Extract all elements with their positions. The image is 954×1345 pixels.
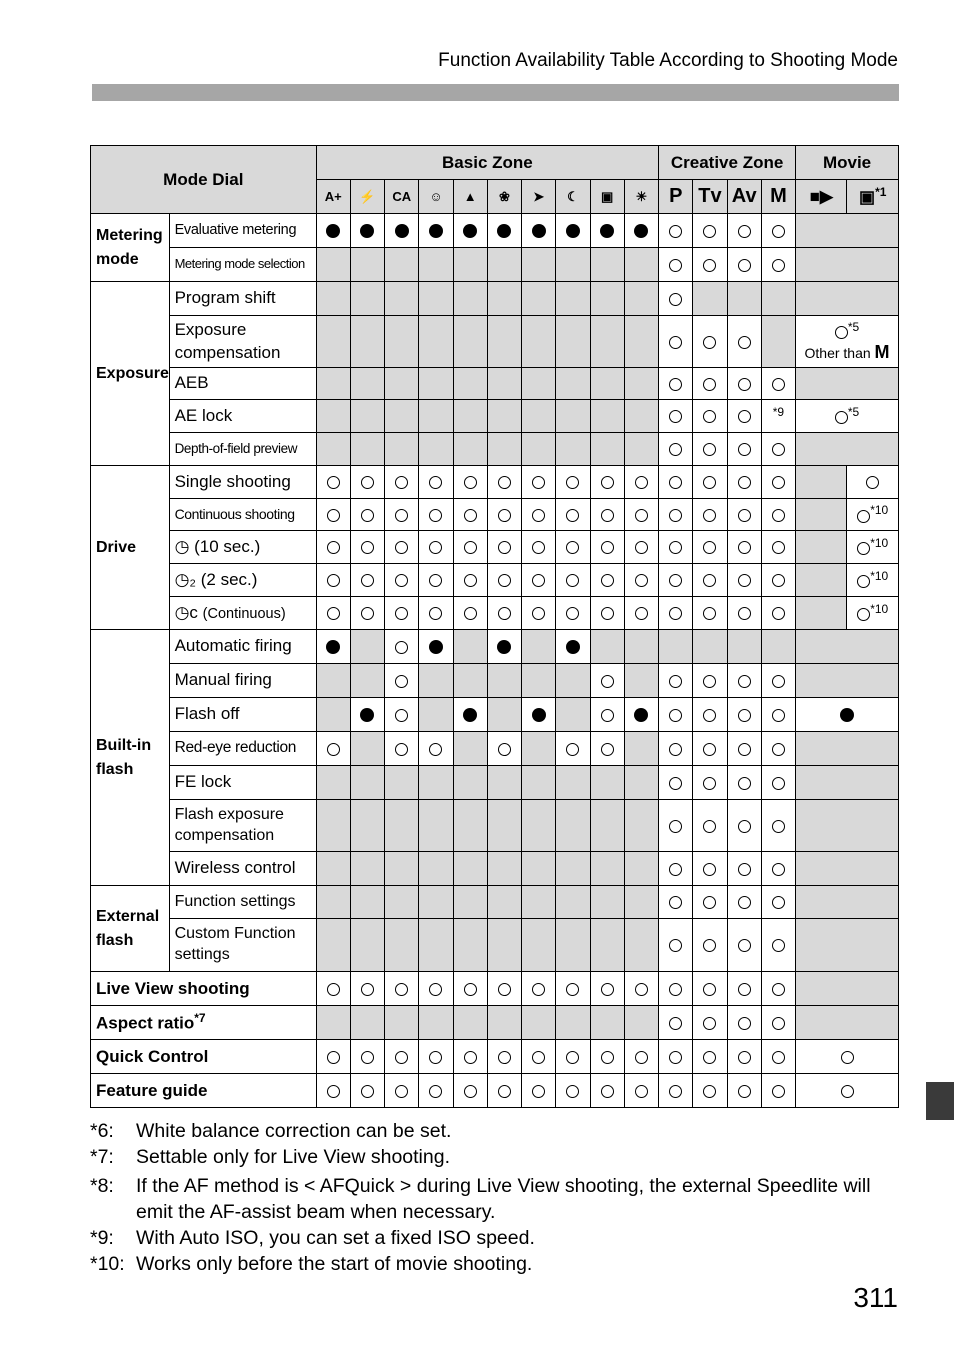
row-flash-exposure-compensation: Flash exposure compensation xyxy=(169,800,316,852)
footnote: *9: With Auto ISO, you can set a fixed ISO speed. xyxy=(90,1227,535,1249)
row-program-shift: Program shift xyxy=(169,282,316,316)
mode-icon-handheld-night: ▣ xyxy=(590,180,624,214)
row-feature-guide: Feature guide xyxy=(91,1074,317,1108)
mode-icon-close-up: ❀ xyxy=(487,180,521,214)
row-aspect-ratio: Aspect ratio$^{*7}$ xyxy=(91,1006,317,1040)
row-self-timer-10: ◷ (10 sec.) xyxy=(169,531,316,564)
row-evaluative-metering: Evaluative metering xyxy=(169,214,316,248)
creative-zone-header: Creative Zone xyxy=(659,146,796,180)
mode-p: P xyxy=(659,180,693,214)
category-built-in-flash: Built-in flash xyxy=(91,630,170,886)
self-timer-icon: ◷ xyxy=(174,536,190,556)
movie-icon: ■▶ xyxy=(796,180,847,214)
category-metering: Metering mode xyxy=(91,214,170,282)
row-ae-lock: AE lock xyxy=(169,400,316,433)
row-aeb: AEB xyxy=(169,368,316,400)
row-wireless-control: Wireless control xyxy=(169,852,316,886)
mode-icon-portrait: ☺ xyxy=(419,180,453,214)
self-timer-2-icon: ◷₂ xyxy=(174,569,196,589)
mode-m: M xyxy=(761,180,795,214)
mode-icon-hdr: ☀ xyxy=(624,180,658,214)
movie-header: Movie xyxy=(796,146,899,180)
row-function-settings: Function settings xyxy=(169,886,316,919)
row-metering-selection: Metering mode selection xyxy=(169,248,316,282)
page-number: 311 xyxy=(853,1282,898,1313)
footnote: *6: White balance correction can be set. xyxy=(90,1120,452,1142)
category-exposure: Exposure xyxy=(91,282,170,466)
running-head: Function Availability Table According to Shooting Mode xyxy=(438,50,898,71)
footnote: *10: Works only before the start of movie shooting. xyxy=(90,1253,533,1275)
row-exposure-compensation: Exposure compensation xyxy=(169,316,316,368)
mode-icon-ca: CA xyxy=(385,180,419,214)
side-tab-marker xyxy=(926,1082,954,1120)
movie-exposure-comp-cell: $^{*5}$ Other than M xyxy=(796,316,899,368)
camera-icon: ▣$^{*1}$ xyxy=(847,180,899,214)
row-live-view-shooting: Live View shooting xyxy=(91,972,317,1006)
footnote: *7: Settable only for Live View shooting. xyxy=(90,1146,450,1168)
self-timer-c-icon: ◷c xyxy=(174,602,198,622)
row-automatic-firing: Automatic firing xyxy=(169,630,316,664)
mode-icon-night-portrait: ☾ xyxy=(556,180,590,214)
row-flash-off: Flash off xyxy=(169,698,316,732)
row-red-eye-reduction: Red-eye reduction xyxy=(169,732,316,766)
row-self-timer-2: ◷₂ (2 sec.) xyxy=(169,564,316,597)
row-manual-firing: Manual firing xyxy=(169,664,316,698)
row-continuous-shooting: Continuous shooting xyxy=(169,499,316,531)
row-depth-of-field-preview: Depth-of-field preview xyxy=(169,433,316,466)
mode-av: Av xyxy=(727,180,761,214)
row-fe-lock: FE lock xyxy=(169,766,316,800)
mode-dial-header: Mode Dial xyxy=(91,146,317,214)
category-external-flash: External flash xyxy=(91,886,170,972)
row-custom-function-settings: Custom Function settings xyxy=(169,919,316,972)
mode-icon-flash-off: ⚡ xyxy=(350,180,384,214)
footnotes xyxy=(90,1118,890,1277)
mode-tv: Tv xyxy=(693,180,727,214)
row-self-timer-continuous: ◷c (Continuous) xyxy=(169,597,316,630)
function-table: Mode Dial Basic Zone Creative Zone Movie A+ ⚡ CA ☺ ▲ ❀ ➤ ☾ ▣ ☀ P Tv Av M ■▶ ▣$^{*1}$ Metering mode Evaluative metering Metering mode selection Exposure Program shift Exposure compensation $^{*5}$ Other than M AEB AE lock $^{*9}$ $^{*5}$ Depth-of-field preview Drive Single shooting Continuous shooting $^{*10}$ ◷ (10 sec.) $^{*10}$ ◷₂ (2 sec.) $^{*10}$ ◷c (Continuous) $^{*10}$ Built-in flash Automatic firing Manual firing Flash off Red-eye reduction FE lock Flash exposure compensation Wireless control External flash Function settings Custom Function settings Live View shooting Aspect ratio$^{*7}$ Quick Control Feature guide xyxy=(90,145,899,1108)
mode-icon-landscape: ▲ xyxy=(453,180,487,214)
mode-icon-a-plus: A+ xyxy=(316,180,350,214)
row-quick-control: Quick Control xyxy=(91,1040,317,1074)
row-single-shooting: Single shooting xyxy=(169,466,316,499)
category-drive: Drive xyxy=(91,466,170,630)
footnote: *8: If the AF method is < AFQuick > during Live View shooting, the external Speedlite will emit the AF-assist beam when necessary. xyxy=(90,1175,871,1223)
mode-icon-sports: ➤ xyxy=(522,180,556,214)
basic-zone-header: Basic Zone xyxy=(316,146,658,180)
header-bar xyxy=(92,84,899,101)
